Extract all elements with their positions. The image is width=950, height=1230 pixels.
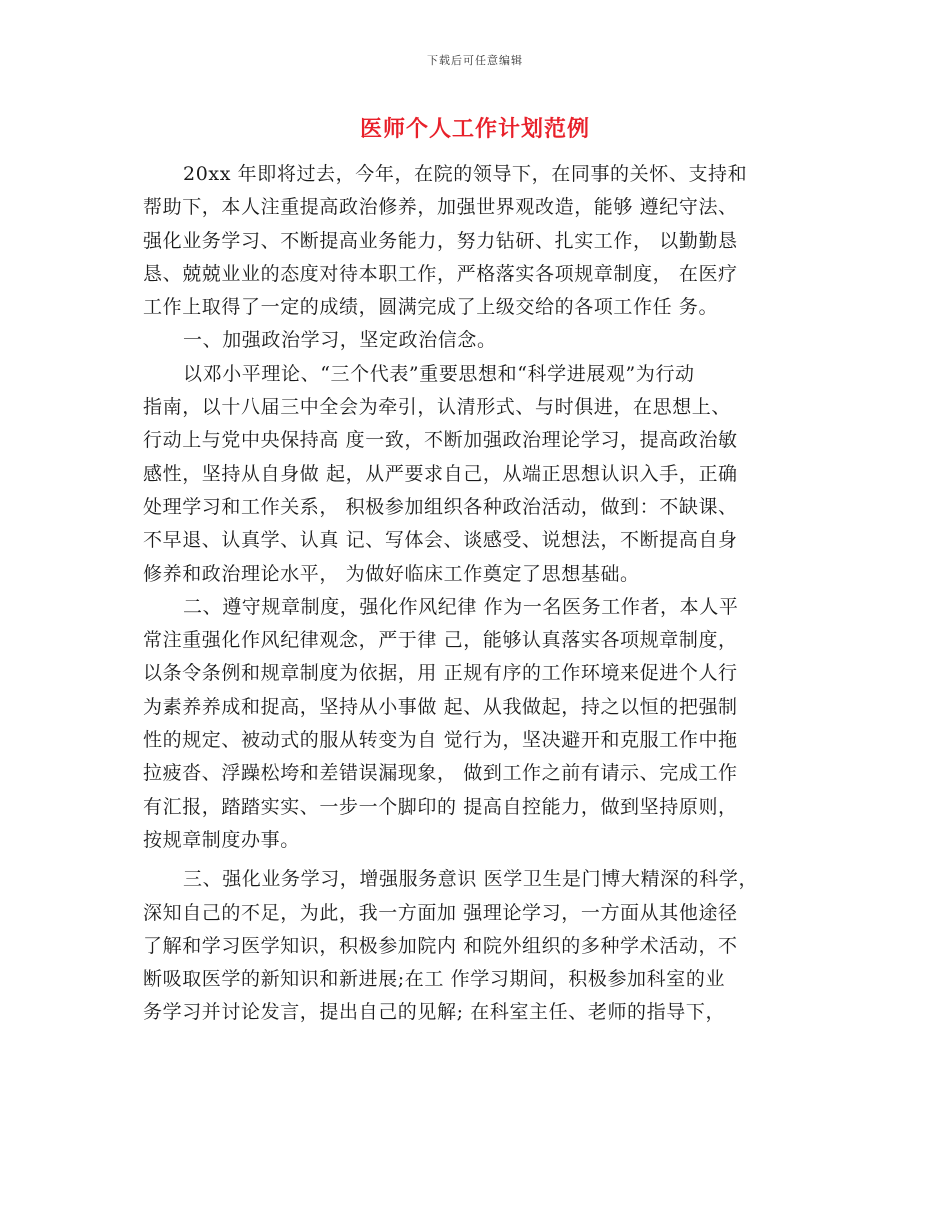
text-line: 务学习并讨论发言，提出自己的见解; 在科室主任、老师的指导下， [143,1001,726,1024]
text-line: 行动上与党中央保持高 度一致，不断加强政治理论学习，提高政治敏 [143,429,738,452]
text-line: 20xx 年即将过去，今年，在院的领导下，在同事的关怀、支持和 [183,163,748,185]
text-line: 深知自己的不足，为此，我一方面加 强理论学习，一方面从其他途径 [143,901,738,924]
text-line: 处理学习和工作关系， 积极参加组织各种政治活动，做到：不缺课、 [143,495,738,518]
section-heading: 一、加强政治学习，坚定政治信念。 [183,329,497,352]
text-line: 恳、兢兢业业的态度对待本职工作，严格落实各项规章制度， 在医疗 [143,262,738,285]
text-line: 帮助下，本人注重提高政治修养，加强世界观改造，能够 遵纪守法、 [143,196,738,219]
header-note: 下载后可任意编辑 [427,54,523,67]
section-heading: 三、强化业务学习，增强服务意识 医学卫生是门博大精深的科学， [183,868,759,891]
text-line: 强化业务学习、不断提高业务能力，努力钻研、扎实工作， 以勤勤恳 [143,229,738,252]
document-title: 医师个人工作计划范例 [359,116,590,142]
text-line: 以邓小平理论、“三个代表”重要思想和“科学进展观”为行动 [183,362,695,385]
text-line: 按规章制度办事。 [143,828,300,851]
text-line: 以条令条例和规章制度为依据，用 正规有序的工作环境来促进个人行 [143,662,738,685]
text-line: 了解和学习医学知识，积极参加院内 和院外组织的多种学术活动，不 [143,934,738,957]
text-line: 不早退、认真学、认真 记、写体会、谈感受、说想法，不断提高自身 [143,529,738,552]
section-heading: 二、遵守规章制度，强化作风纪律 作为一名医务工作者，本人平 [183,595,739,618]
text-line: 有汇报，踏踏实实、一步一个脚印的 提高自控能力，做到坚持原则， [143,795,738,818]
text-line: 修养和政治理论水平， 为做好临床工作奠定了思想基础。 [143,562,640,585]
document-body [143,158,823,1030]
text-line: 常注重强化作风纪律观念，严于律 己，能够认真落实各项规章制度， [143,629,738,652]
text-line: 感性，坚持从自身做 起，从严要求自己，从端正思想认识入手，正确 [143,462,738,485]
text-line: 为素养养成和捉高，坚持从小事做 起、从我做起，持之以恒的把强制 [143,695,738,718]
text-line: 工作上取得了一定的成绩，圆满完成了上级交给的各项工作任 务。 [143,296,719,319]
text-line: 拉疲沓、浮躁松垮和差错误漏现象， 做到工作之前有请示、完成工作 [143,762,738,785]
text-line: 指南，以十八届三中全会为牵引，认清形式、与时俱进，在思想上、 [143,396,732,419]
text-line: 断吸取医学的新知识和新进展;在工 作学习期间，积极参加科室的业 [143,968,726,991]
text-line: 性的规定、被动式的服从转变为自 觉行为，坚决避开和克服工作中拖 [143,729,738,752]
